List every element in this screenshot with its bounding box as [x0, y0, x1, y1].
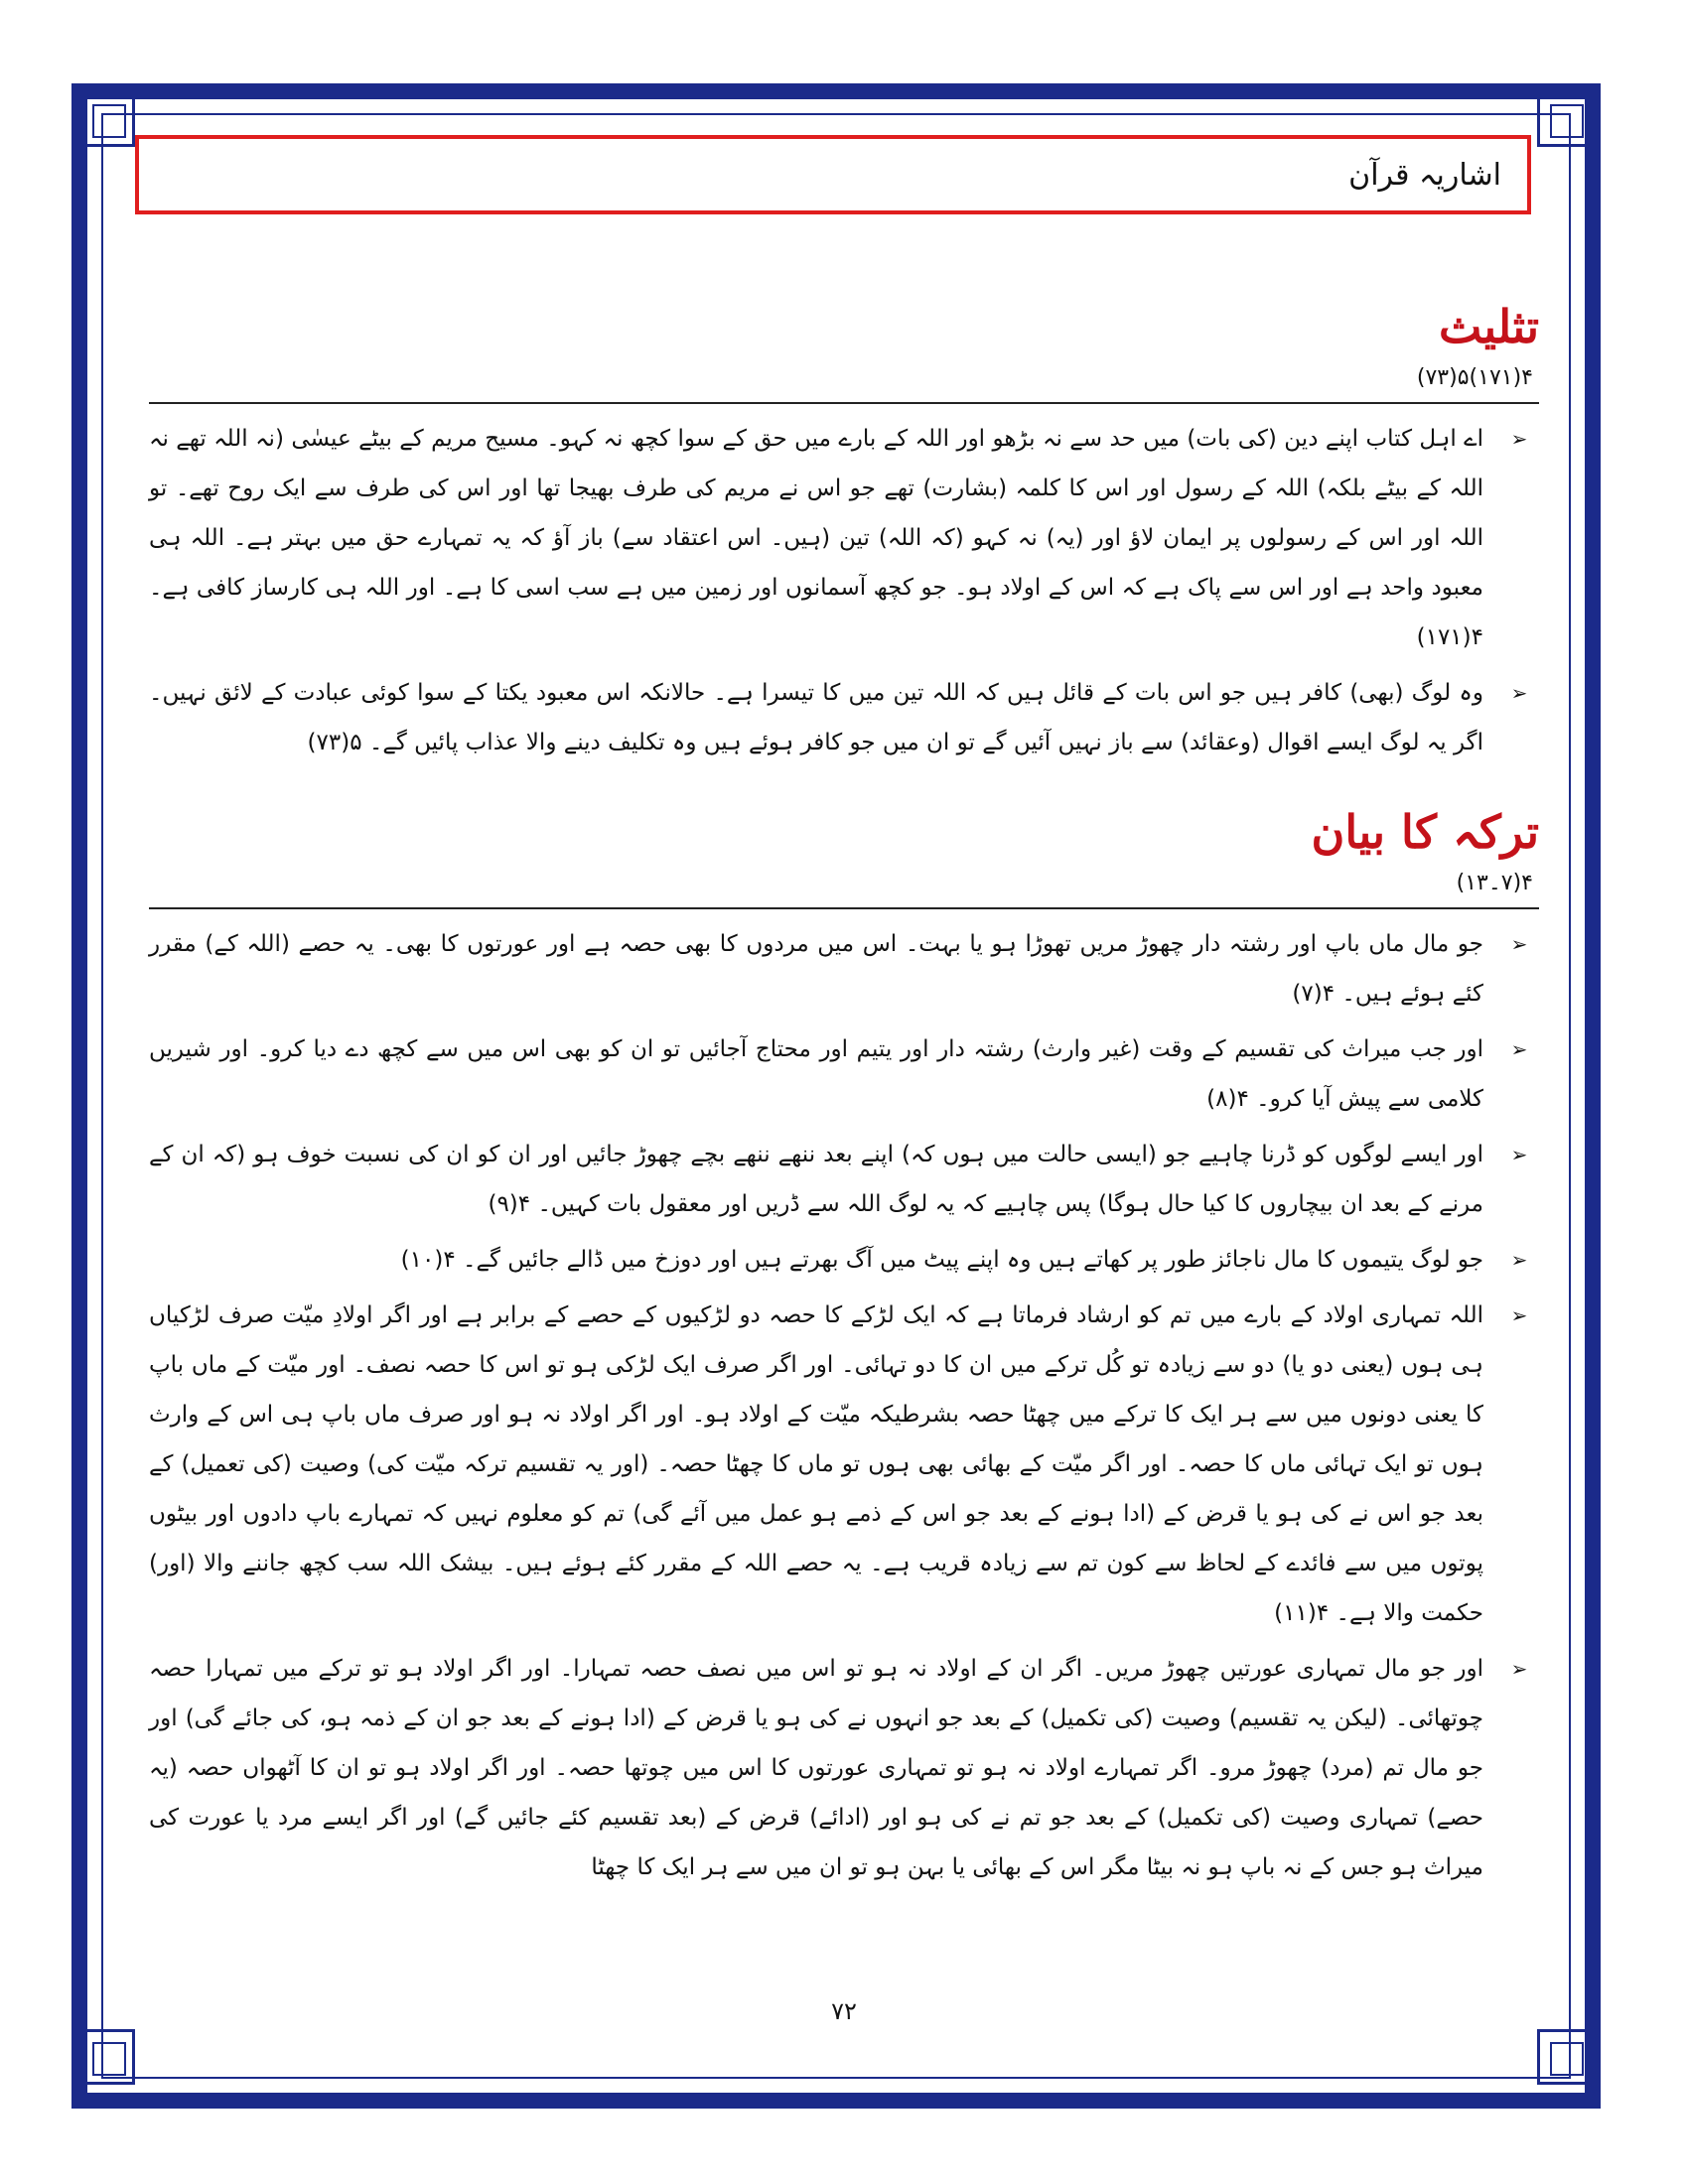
topic-section: [149, 298, 1539, 767]
verse-text: جو مال ماں باپ اور رشتہ دار چھوڑ مریں تھوڑا ہو یا بہت۔ اس میں مردوں کا بھی حصہ ہے اور عورتوں کا بھی۔ یہ حصے (اللہ کے) مقرر کئے ہوئے ہیں۔ ۴(۷): [149, 930, 1483, 1007]
verse-list: [149, 414, 1539, 767]
arrow-bullet-icon: ➢: [1510, 1142, 1528, 1166]
arrow-bullet-icon: ➢: [1510, 1036, 1528, 1061]
verse-text: اور ایسے لوگوں کو ڈرنا چاہیے جو (ایسی حالت میں ہوں کہ) اپنے بعد ننھے ننھے بچے چھوڑ جائیں اور ان کو ان کی نسبت خوف ہو (کہ ان کے مرنے کے بعد ان بیچاروں کا کیا حال ہوگا) پس چاہیے کہ یہ لوگ اللہ سے ڈریں اور معقول بات کہیں۔ ۴(۹): [149, 1141, 1483, 1217]
divider: [149, 907, 1539, 909]
header-title: اشاریہ قرآن: [1348, 157, 1501, 193]
arrow-bullet-icon: ➢: [1510, 931, 1528, 956]
verse-text: وہ لوگ (بھی) کافر ہیں جو اس بات کے قائل ہیں کہ اللہ تین میں کا تیسرا ہے۔ حالانکہ اس معبود یکتا کے سوا کوئی عبادت کے لائق نہیں۔ اگر یہ لوگ ایسے اقوال (وعقائد) سے باز نہیں آئیں گے تو ان میں جو کافر ہوئے ہیں وہ تکلیف دینے والا عذاب پائیں گے۔ ۵(۷۳): [149, 679, 1483, 755]
arrow-bullet-icon: ➢: [1510, 680, 1528, 705]
section-heading: تثلیث: [1439, 300, 1539, 353]
list-item: [149, 1291, 1539, 1638]
verse-list: [149, 919, 1539, 1892]
page-content: [149, 298, 1539, 1928]
list-item: [149, 668, 1539, 767]
arrow-bullet-icon: ➢: [1510, 426, 1528, 451]
divider: [149, 402, 1539, 404]
verse-text: اور جب میراث کی تقسیم کے وقت (غیر وارث) رشتہ دار اور یتیم اور محتاج آجائیں تو ان کو بھی اس میں سے کچھ دے دیا کرو۔ اور شیریں کلامی سے پیش آیا کرو۔ ۴(۸): [149, 1035, 1483, 1112]
list-item: [149, 919, 1539, 1019]
page-number: ۷۲: [831, 1997, 857, 2025]
list-item: [149, 1235, 1539, 1285]
arrow-bullet-icon: ➢: [1510, 1302, 1528, 1327]
verse-text: اے اہل کتاب اپنے دین (کی بات) میں حد سے نہ بڑھو اور اللہ کے بارے میں حق کے سوا کچھ نہ کہو۔ مسیح مریم کے بیٹے عیسٰی (نہ اللہ تھے نہ اللہ کے بیٹے بلکہ) اللہ کے رسول اور اس کا کلمہ (بشارت) تھے جو اس نے مریم کی طرف بھیجا تھا اور اس کی طرف سے ایک روح تھے۔ تو اللہ اور اس کے رسولوں پر ایمان لاؤ اور (یہ) نہ کہو (کہ اللہ) تین (ہیں۔ اس اعتقاد سے) باز آؤ کہ یہ تمہارے حق میں بہتر ہے۔ اللہ ہی معبود واحد ہے اور اس سے پاک ہے کہ اس کے اولاد ہو۔ جو کچھ آسمانوں اور زمین میں ہے سب اسی کا ہے۔ اور اللہ ہی کارساز کافی ہے۔ ۴(۱۷۱): [149, 425, 1483, 650]
topic-section: [149, 803, 1539, 1892]
verse-text: اور جو مال تمہاری عورتیں چھوڑ مریں۔ اگر ان کے اولاد نہ ہو تو اس میں نصف حصہ تمہارا۔ اور اگر اولاد ہو تو ترکے میں تمہارا حصہ چوتھائی۔ (لیکن یہ تقسیم) وصیت (کی تکمیل) کے بعد جو انہوں نے کی ہو یا قرض کے (ادا ہونے کے بعد جو ان کے ذمہ ہو، کی جائے گی) اور جو مال تم (مرد) چھوڑ مرو۔ اگر تمہارے اولاد نہ ہو تو تمہاری عورتوں کا اس میں چوتھا حصہ۔ اور اگر اولاد ہو تو ان کا آٹھواں حصہ (یہ حصے) تمہاری وصیت (کی تکمیل) کے بعد جو تم نے کی ہو اور (ادائے) قرض کے (بعد تقسیم کئے جائیں گے) اور اگر ایسے مرد یا عورت کی میراث ہو جس کے نہ باپ ہو نہ بیٹا مگر اس کے بھائی یا بہن ہو تو ان میں سے ہر ایک کا چھٹا: [149, 1655, 1483, 1880]
verse-text: اللہ تمہاری اولاد کے بارے میں تم کو ارشاد فرماتا ہے کہ ایک لڑکے کا حصہ دو لڑکیوں کے حصے کے برابر ہے اور اگر اولادِ میّت صرف لڑکیاں ہی ہوں (یعنی دو یا) دو سے زیادہ تو کُل ترکے میں ان کا دو تہائی۔ اور اگر صرف ایک لڑکی ہو تو اس کا حصہ نصف۔ اور میّت کے ماں باپ کا یعنی دونوں میں سے ہر ایک کا ترکے میں چھٹا حصہ بشرطیکہ میّت کے اولاد ہو۔ اور اگر اولاد نہ ہو اور صرف ماں باپ ہی اس کے وارث ہوں تو ایک تہائی ماں کا حصہ۔ اور اگر میّت کے بھائی بھی ہوں تو ماں کا چھٹا حصہ۔ (اور یہ تقسیم ترکہ میّت کی) وصیت (کی تعمیل) کے بعد جو اس نے کی ہو یا قرض کے (ادا ہونے کے بعد جو اس کے ذمے ہو عمل میں آئے گی) تم کو معلوم نہیں کہ تمہارے باپ دادوں اور بیٹوں پوتوں میں سے فائدے کے لحاظ سے کون تم سے زیادہ قریب ہے۔ یہ حصے اللہ کے مقرر کئے ہوئے ہیں۔ بیشک اللہ سب کچھ جاننے والا (اور) حکمت والا ہے۔ ۴(۱۱): [149, 1301, 1483, 1626]
list-item: [149, 1024, 1539, 1124]
list-item: [149, 414, 1539, 662]
frame-corner-ornament: [1537, 2029, 1593, 2085]
running-header: [135, 135, 1531, 214]
verse-text: جو لوگ یتیموں کا مال ناجائز طور پر کھاتے ہیں وہ اپنے پیٹ میں آگ بھرتے ہیں اور دوزخ میں ڈالے جائیں گے۔ ۴(۱۰): [400, 1246, 1483, 1273]
frame-corner-ornament: [79, 2029, 135, 2085]
arrow-bullet-icon: ➢: [1510, 1247, 1528, 1272]
list-item: [149, 1644, 1539, 1892]
verse-reference: ۴(۷۔۱۳): [1456, 870, 1533, 895]
frame-corner-ornament: [1537, 91, 1593, 147]
section-heading: ترکہ کا بیان: [1311, 804, 1539, 859]
list-item: [149, 1130, 1539, 1229]
verse-reference: ۴(۱۷۱)۵(۷۳): [1416, 364, 1533, 390]
arrow-bullet-icon: ➢: [1510, 1656, 1528, 1681]
frame-corner-ornament: [79, 91, 135, 147]
